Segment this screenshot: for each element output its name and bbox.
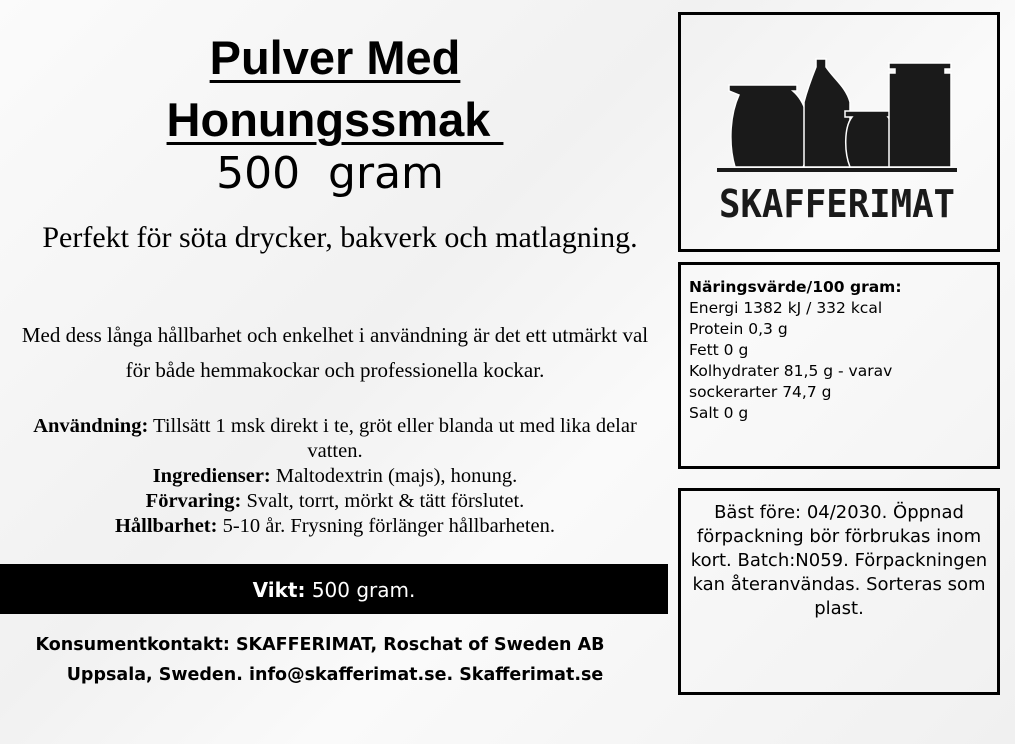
shelf-life: Hållbarhet: 5-10 år. Frysning förlänger hållbarheten. [114,515,556,537]
product-details [10,414,660,539]
brand-logo [678,12,1000,252]
nutrition-row: Energi 1382 kJ / 332 kcal [689,299,883,317]
usage: Användning: Tillsätt 1 msk direkt i te, gröt eller blanda ut med lika delar vatten. [33,415,637,462]
nutrition-facts [678,262,1000,469]
storage: Förvaring: Svalt, torrt, mörkt & tätt förslutet. [145,490,525,512]
nutrition-row: Kolhydrater 81,5 g - varav [689,362,893,380]
consumer-contact [0,630,640,690]
best-before-text: Bäst före: 04/2030. Öppnad förpackning bör förbrukas inom kort. Batch:N059. Förpackningen kan återanvändas. Sorteras som plast. [690,502,988,619]
nutrition-row: sockerarter 74,7 g [689,383,832,401]
nutrition-row: Fett 0 g [689,341,749,359]
ingredients: Ingredienser: Maltodextrin (majs), honung. [152,465,518,487]
jars-logo-icon [681,15,997,249]
tagline: Perfekt för söta drycker, bakverk och matlagning. [42,221,638,254]
product-title-line1: Pulver Med [209,31,461,84]
nutrition-heading: Näringsvärde/100 gram: [689,278,902,296]
product-title-line2: Honungssmak [166,93,504,146]
nutrition-row: Protein 0,3 g [689,320,788,338]
description: Med dess långa hållbarhet och enkelhet i användning är det ett utmärkt val för både hemmakockar och professionella kockar. [21,323,649,382]
weight-bar: Vikt: 500 gram. [0,564,668,614]
product-weight-heading: 500 gram [216,148,444,199]
best-before-info [678,488,1000,695]
contact-line2: Uppsala, Sweden. info@skafferimat.se. Skafferimat.se [66,665,604,685]
nutrition-row: Salt 0 g [689,404,749,422]
svg-text:SKAFFERIMAT: SKAFFERIMAT [719,182,955,226]
contact-line1: Konsumentkontakt: SKAFFERIMAT, Roschat of Sweden AB [35,635,605,655]
